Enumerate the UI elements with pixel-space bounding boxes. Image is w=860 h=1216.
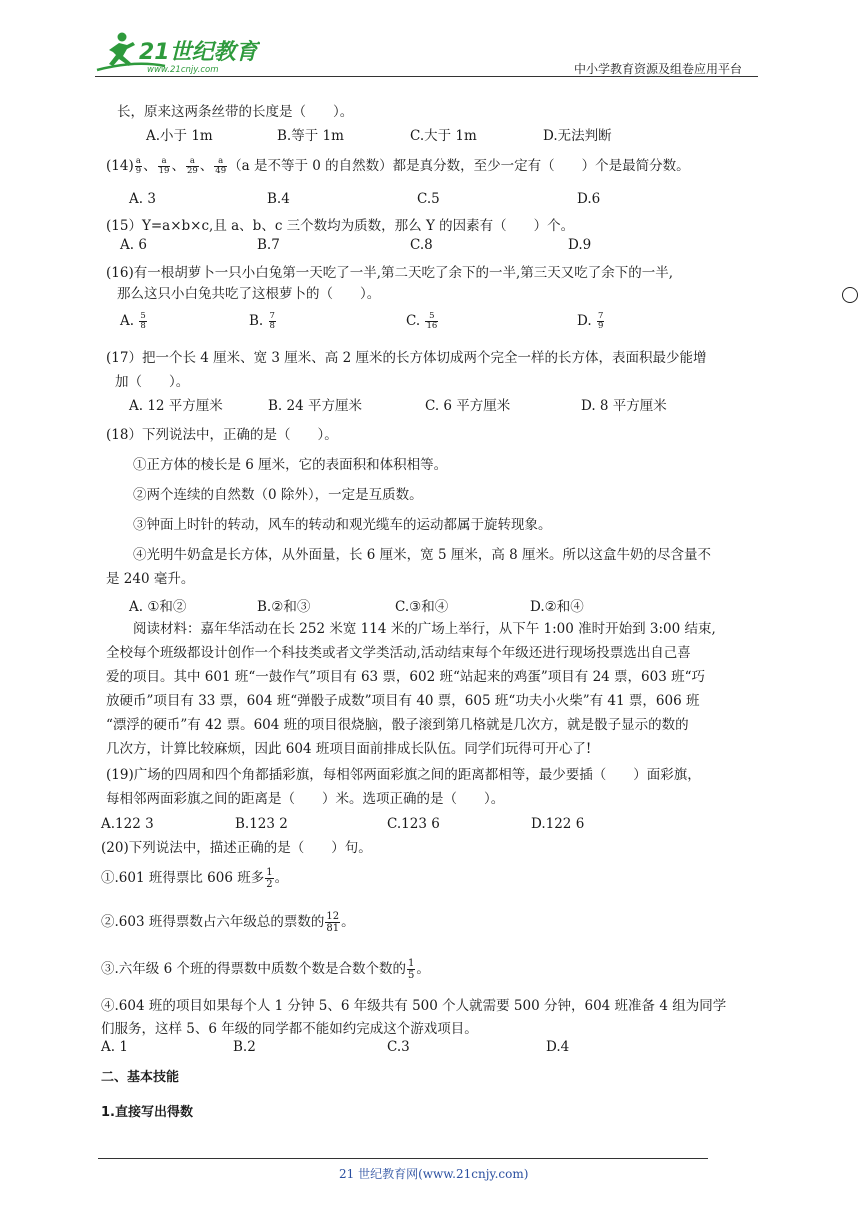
reading-line-3: 爱的项目。其中 601 班“一鼓作气”项目有 63 票，602 班“站起来的鸡蛋”项目有 24 票，603 班“巧: [106, 669, 705, 685]
q17-option-d: D. 8 平方厘米: [581, 398, 667, 414]
q14-option-d: D.6: [577, 191, 601, 207]
q15-option-d: D.9: [568, 237, 592, 253]
q17-line2: 加（ ）。: [115, 374, 190, 390]
q20-statement-4-line1: ④.604 班的项目如果每个人 1 分钟 5、6 年级共有 500 个人就需要 500 分钟，604 班准备 4 组为同学: [101, 998, 727, 1014]
reading-line-6: 几次方，计算比较麻烦，因此 604 班项目面前排成长队伍。同学们玩得可开心了!: [106, 741, 592, 757]
q18-option-b: B.②和③: [257, 599, 311, 615]
q18-statement-4-line1: ④光明牛奶盒是长方体，从外面量，长 6 厘米，宽 5 厘米，高 8 厘米。所以这盒牛奶的尽含量不: [133, 547, 712, 563]
q17-option-b: B. 24 平方厘米: [268, 398, 362, 414]
q20-statement-3: ③.六年级 6 个班的得票数中质数个数是合数个数的 $\frac{1}{5}$ 。: [101, 958, 430, 981]
q18-statement-4-line2: 是 240 毫升。: [106, 571, 195, 587]
q13-tail: 长，原来这两条丝带的长度是（ ）。: [117, 104, 354, 120]
q20-statement-2: ②.603 班得票数占六年级总的票数的 $\frac{12}{81}$ 。: [101, 911, 355, 934]
runner-logo-icon: [95, 30, 260, 76]
q14-fraction-3: $\frac{a}{29}$: [186, 156, 198, 176]
q15-option-a: A. 6: [120, 237, 147, 253]
section-title: 二、基本技能: [101, 1070, 180, 1085]
q13-option-c: C.大于 1m: [410, 128, 477, 144]
q16-option-b: B. $\frac{7}{8}$: [249, 311, 275, 331]
q20-option-d: D.4: [546, 1039, 570, 1055]
q14-prefix: (14): [106, 158, 134, 174]
q18-statement-2: ②两个连续的自然数（0 除外），一定是互质数。: [133, 487, 423, 503]
site-logo: [95, 30, 260, 76]
q19-option-a: A.122 3: [101, 816, 154, 832]
q18-stem: (18）下列说法中，正确的是（ ）。: [106, 427, 338, 443]
q18-option-d: D.②和④: [530, 599, 584, 615]
q19-option-d: D.122 6: [531, 816, 585, 832]
q13-option-b: B.等于 1m: [277, 128, 344, 144]
q14-text: （a 是不等于 0 的自然数）都是真分数，至少一定有（ ）个是最简分数。: [228, 158, 690, 174]
q16-line1: (16)有一根胡萝卜一只小白兔第一天吃了一半,第二天吃了余下的一半,第三天又吃了余下的一半,: [106, 265, 674, 281]
q20-option-a: A. 1: [101, 1039, 128, 1055]
q19-line2: 每相邻两面彩旗之间的距离是（ ）米。选项正确的是（ ）。: [106, 791, 505, 807]
q14-option-b: B.4: [267, 191, 290, 207]
q18-option-c: C.③和④: [395, 599, 449, 615]
q14-stem: (14) $\frac{a}{9}$ 、 $\frac{a}{19}$ 、 $\frac{a}{29}$ 、 $\frac{a}{49}$ （a 是不等于 0 的自然数）都是真分数，至少一定有（ ）个是最简分数。: [106, 156, 690, 176]
q15-stem: (15）Y=a×b×c,且 a、b、c 三个数均为质数，那么 Y 的因素有（ ）个。: [106, 218, 575, 234]
footer-text: 21 世纪教育网(www.21cnjy.com): [339, 1167, 529, 1181]
q14-option-c: C.5: [417, 191, 440, 207]
q14-fraction-4: $\frac{a}{49}$: [215, 156, 227, 176]
q20-option-c: C.3: [387, 1039, 410, 1055]
q17-line1: (17）把一个长 4 厘米、宽 3 厘米、高 2 厘米的长方体切成两个完全一样的长方体，表面积最少能增: [106, 350, 707, 366]
q18-statement-3: ③钟面上时针的转动，风车的转动和观光缆车的运动都属于旋转现象。: [133, 517, 552, 533]
platform-name: 中小学教育资源及组卷应用平台: [574, 62, 743, 76]
q17-option-c: C. 6 平方厘米: [425, 398, 511, 414]
logo-sub-text: www.21cnjy.com: [147, 65, 219, 75]
q17-option-a: A. 12 平方厘米: [129, 398, 223, 414]
q20-statement-1: ①.601 班得票比 606 班多 $\frac{1}{2}$ 。: [101, 867, 289, 890]
q15-option-c: C.8: [410, 237, 433, 253]
q15-option-b: B.7: [257, 237, 280, 253]
q19-line1: (19)广场的四周和四个角都插彩旗，每相邻两面彩旗之间的距离都相等，最少要插（ ）面彩旗，: [106, 767, 701, 783]
reading-line-1: 阅读材料：嘉年华活动在长 252 米宽 114 米的广场上举行，从下午 1:00 准时开始到 3:00 结束,: [133, 621, 716, 637]
q14-fraction-2: $\frac{a}{19}$: [158, 156, 170, 176]
q20-stem: (20)下列说法中，描述正确的是（ ）句。: [101, 840, 372, 856]
footer-divider: [98, 1158, 708, 1159]
q14-option-a: A. 3: [129, 191, 156, 207]
logo-main-text: 21世纪教育: [139, 40, 258, 65]
section-subtitle: 1.直接写出得数: [101, 1105, 193, 1120]
header-divider: [95, 76, 758, 77]
reading-line-5: “漂浮的硬币”有 42 票。604 班的项目很烧脑，骰子滚到第几格就是几次方，就是骰子显示的数的: [106, 717, 689, 733]
q16-option-a: A. $\frac{5}{8}$: [120, 311, 146, 331]
reading-line-2: 全校每个班级都设计创作一个科技类或者文学类活动,活动结束每个年级还进行现场投票选出自己喜: [106, 645, 691, 661]
margin-circle-mark: [842, 287, 858, 303]
q16-line2: 那么这只小白兔共吃了这根萝卜的（ ）。: [117, 286, 381, 302]
q18-statement-1: ①正方体的棱长是 6 厘米，它的表面积和体积相等。: [133, 457, 448, 473]
q16-option-d: D. $\frac{7}{9}$: [577, 311, 604, 331]
q19-option-b: B.123 2: [235, 816, 288, 832]
q13-option-a: A.小于 1m: [146, 128, 213, 144]
q19-option-c: C.123 6: [387, 816, 440, 832]
q13-option-d: D.无法判断: [543, 128, 612, 144]
reading-line-4: 放硬币”项目有 33 票，604 班“弹骰子成数”项目有 40 票，605 班“功夫小火柴”有 41 票，606 班: [106, 693, 700, 709]
q18-option-a: A. ①和②: [129, 599, 187, 615]
q14-fraction-1: $\frac{a}{9}$: [135, 156, 142, 176]
q20-option-b: B.2: [233, 1039, 256, 1055]
q16-option-c: C. $\frac{5}{16}$: [406, 311, 438, 331]
q20-statement-4-line2: 们服务，这样 5、6 年级的同学都不能如约完成这个游戏项目。: [101, 1021, 478, 1037]
